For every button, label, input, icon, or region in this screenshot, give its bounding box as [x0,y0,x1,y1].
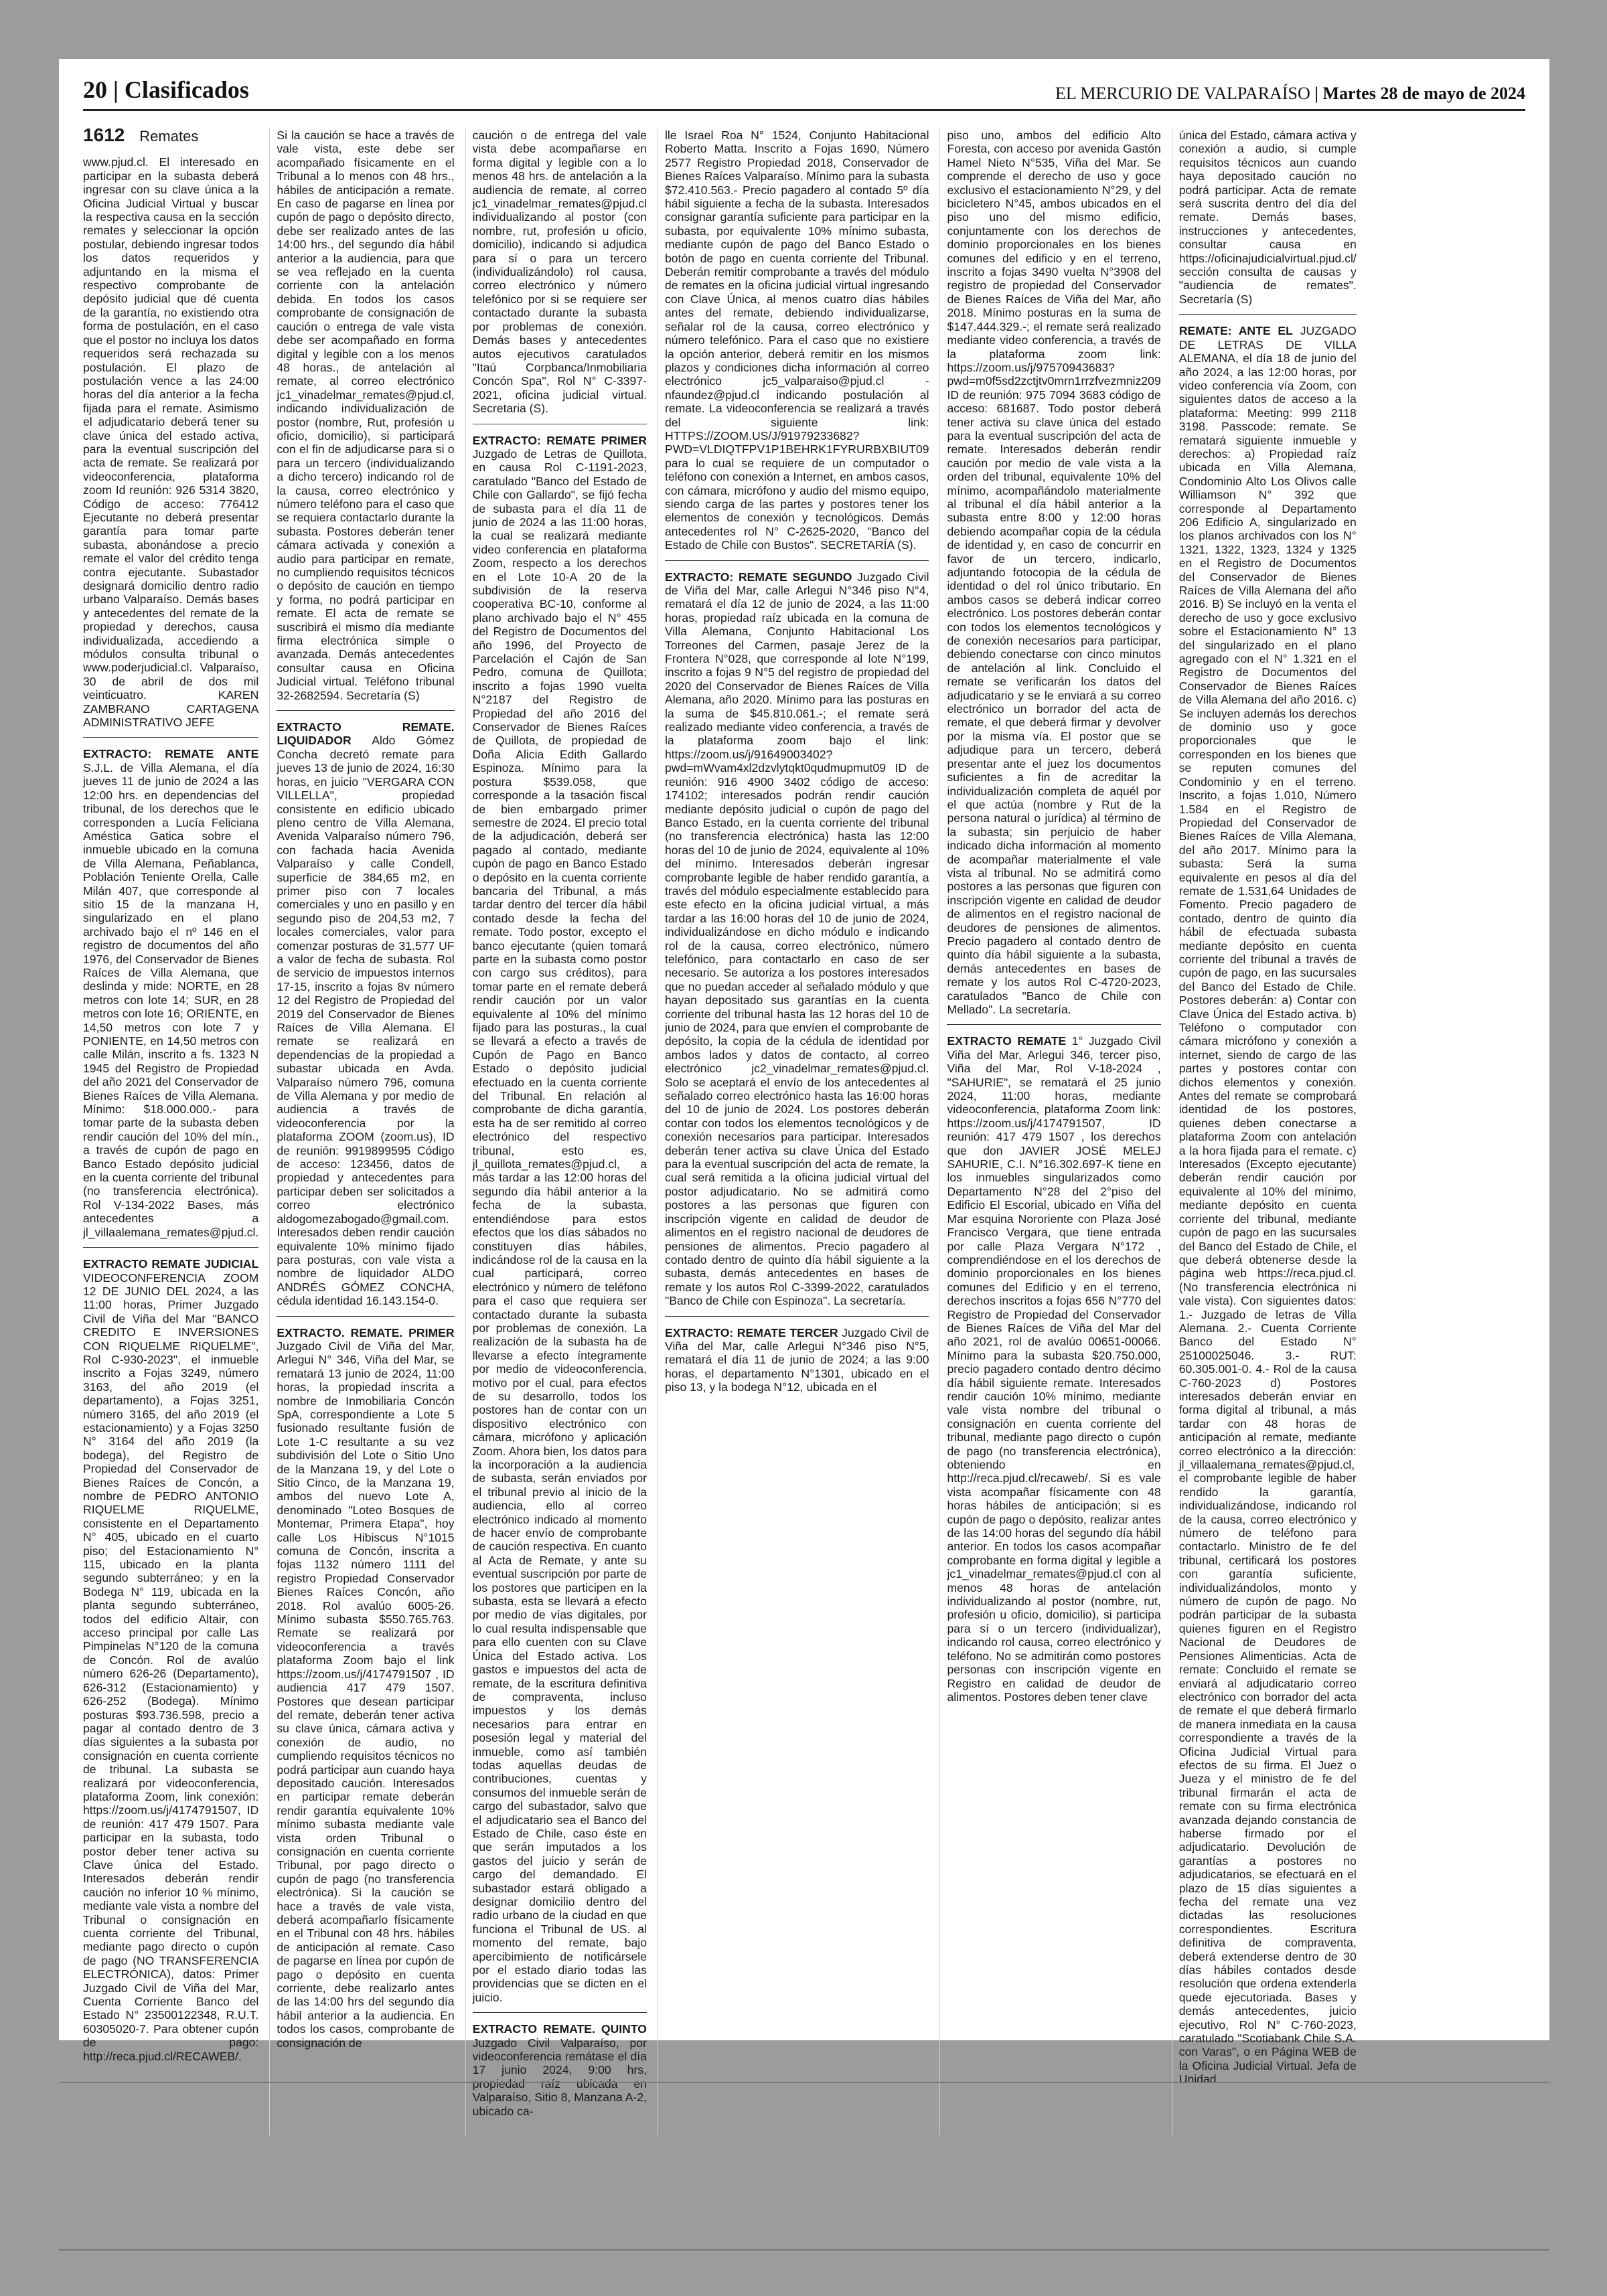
classified-ad [83,155,258,738]
ad-lead: EXTRACTO: REMATE PRIMER [472,433,647,447]
classified-ad [947,1034,1160,1712]
bottom-divider-lower [59,2249,1549,2250]
ad-body: S.J.L. de Villa Alemana, el día jueves 11 de junio de 2024 a las 12:00 hrs. en dependencias del tribunal, de los derechos que le corresponden a Lucía Feliciana Améstica Gatica sobre el inmueble ubicado en la comuna de Villa Alemana, Peñablanca, Población Teniente Orella, Calle Milán 407, que corresponde al sitio 15 de la manzana H, singularizado en el plano archivado bajo el nº 146 en el registro de documentos del año 1976, del Conservador de Bienes Raíces de Villa Alemana, que deslinda y mide: NORTE, en 28 metros con lote 14; SUR, en 28 metros con lote 16; ORIENTE, en 14,50 metros con lote 7 y PONIENTE, en 14,50 metros con calle Milán, inscrito a fs. 1323 N 1945 del Registro de Propiedad del año 2021 del Conservador de Bienes Raíces de Villa Alemana. Mínimo: $18.000.000.- para tomar parte de la subasta deben rendir caución del 10% del mín., a través de cupón de pago en Banco Estado depósito judicial en la cuenta corriente del tribunal (no transferencia electrónica). Rol V-134-2022 Bases, más antecedentes a jl_villaalemana_remates@pjud.cl. [83,760,259,1239]
classified-ad [473,2022,647,2126]
ad-lead: EXTRACTO: REMATE TERCER [664,1325,838,1339]
column-6 [1172,129,1357,2135]
section-number: 1612 [83,125,125,145]
column-4 [658,129,929,2135]
classifieds-columns [83,125,1525,2118]
issue-date: | Martes 28 de mayo de 2024 [1314,84,1525,103]
ad-body: Juzgado Civil de Viña del Mar, Arlegui N° 346, Viña del Mar, se rematará 13 junio de 2024, 11:00 horas, la propiedad inscrita a nombre de Inmobiliaria Concón SpA, correspondiente a Lote 5 fusionado resultante fusión de Lote 1-C resultante a su vez subdivisión del Lote o Sitio Uno de la Manzana 19, y del Lote o Sitio Cinco, de la Manzana 19, ambos del nuevo Lote A, denominado "Loteo Bosques de Montemar, Primera Etapa", hoy calle Los Hibiscus N°1015 comuna de Concón, inscrita a fojas 1132 número 1111 del registro Propiedad Conservador Bienes Raíces Concón, año 2018. Rol avalúo 6005-26. Mínimo subasta $550.765.763. Remate se realizará por videoconferencia a través plataforma Zoom bajo el link https://zoom.us/j/4174791507 , ID audiencia 417 479 1507. Postores que desean participar del remate, deberán tener activa su clave única, cámara activa y conexión de audio, no cumpliendo requisitos técnicos no podrá participar aun cuando haya depositado caución. Interesados en participar remate deberán rendir garantía equivalente 10% mínimo subasta mediante vale vista orden Tribunal o consignación en cuenta corriente Tribunal, por pago directo o cupón de pago (no transferencia electrónica). Si la caución se hace a través de vale vista, deberá acompañarlo físicamente en el Tribunal con 48 hrs. hábiles de anticipación al remate. Caso de pagarse en línea por cupón de pago o depósito en cuenta corriente, debe realizarlo antes de las 14:00 hrs del segundo día hábil anterior a la audiencia. En todos los casos, comprobante de consignación de [277,1339,455,2050]
ad-body: piso uno, ambos del edificio Alto Foresta, con acceso por avenida Gastón Hamel Nieto N°535, Viña del Mar. Se comprende el derecho de uso y goce exclusivo el estacionamiento N°29, y del bicicletero N°45, ambos ubicados en el piso uno del mismo edificio, conjuntamente con los derechos de dominio proporcionales en los bienes comunes del edificio y en el terreno, inscrito a fojas 3490 vuelta N°3908 del registro de propiedad del Conservador de Bienes Raíces de Viña del Mar, año 2018. Mínimo posturas en la suma de $147.444.329.-; el remate será realizado mediante video conferencia, a través de la plataforma zoom link: https://zoom.us/j/97570943683?pwd=m0f5sd2zctjtv0mrn1rrzfvezmniz209 ID de reunión: 975 7094 3683 código de acceso: 681687. Todo postor deberá tener activa su clave única del estado para la eventual suscripción del acta de remate. Interesados deberán rendir caución por medio de vale vista a la orden del tribunal, equivalente 10% del mínimo, acompañándolo materialmente al tribunal el día hábil anterior a la subasta entre 8:00 y 12:00 horas debiendo acompañar copia de la cédula de identidad y, en caso de concurrir en favor de un tercero, indicarlo, adjuntando fotocopia de la cédula de identidad o del rol único tributario. En ambos casos se deberá indicar correo electrónico. Los postores deberán contar con todos los elementos tecnológicos y de conexión necesarios para participar, debiendo conectarse con cinco minutos de antelación al link. Concluido el remate se verificarán los datos del adjudicatario y se le enviará a su correo electrónico un borrador del acta de remate, el que deberá firmar y devolver por la misma vía. El postor que se adjudique para un tercero, deberá presentar ante el juez los documentos suficientes a fin de acreditar la individualización completa de aquél por el que actúa (nombre y Rut de la persona natural o jurídica) al término de la subasta; sin perjuicio de haber indicado dicha información al momento de acompañar materialmente el vale vista al tribunal. No se admitirá como postores a las personas que figuren con inscripción vigente en calidad de deudor de alimentos en el registro nacional de deudores de pensiones de alimentos. Precio pagadero al contado dentro de quinto día hábil siguiente a la subasta, demás antecedentes en bases de remate y los autos Rol C-4720-2023, caratulados "Banco de Chile con Mellado". La secretaría. [947,129,1161,1016]
classified-ad [83,747,258,1248]
classified-ad [277,129,454,711]
classified-ad [947,129,1160,1025]
ad-body: Juzgado Civil de Viña del Mar, calle Arlegui N°346 piso N°5, rematará el día 11 de junio de 2024; a las 9:00 horas, el departamento N°1301, ubicado en el piso 13, y la bodega N°12, ubicada en el [664,1325,929,1394]
column-2 [269,129,454,2135]
page-section-title: 20 | Clasificados [83,76,249,103]
classified-ad [1179,324,1357,2094]
ad-body: caución o de entrega del vale vista debe acompañarse en forma digital y legible con a lo menos 48 hrs. de antelación a la audiencia de remate, al correo jc1_vinadelmar_remates@pjud.cl individualizando al postor (con nombre, rut, profesión u oficio, domicilio), indicando si adjudica para sí o para un tercero (individualizándolo) rol causa, correo electrónico y número telefónico por si se requiere ser contactado durante la subasta por problemas de conexión. Demás bases y antecedentes autos ejecutivos caratulados "Itaú Corpbanca/Inmobiliaria Concón Spa", Rol N° C-3397-2021, oficina judicial virtual. Secretaria (S). [472,129,647,416]
ad-lead: REMATE: ANTE EL [1178,324,1293,338]
ad-lead: EXTRACTO REMATE JUDICIAL [83,1257,259,1271]
section-heading [83,125,258,145]
ad-body: lle Israel Roa N° 1524, Conjunto Habitacional Roberto Matta. Inscrito a Fojas 1690, Número 2577 Registro Propiedad 2018, Conservador de Bienes Raíces Valparaíso. Mínimo para la subasta $72.410.563.- Precio pagadero al contado 5º día hábil siguiente a fecha de la subasta. Interesados consignar garantía suficiente para participar en la subasta, por equivalente 10% mínimo subasta, mediante cupón de pago del Banco Estado o botón de pago en cuenta corriente del Tribunal. Deberán remitir comprobante a través del módulo de remates en la oficina judicial virtual ingresando con Clave Única, al menos cuatro días hábiles antes del remate, debiendo individualizarse, señalar rol de la causa, correo electrónico y número telefónico. Para el caso que no existiere la opción anterior, deberá remitir en los mismos plazos y condiciones dicha información al correo electrónico jc5_valparaiso@pjud.cl - nfaundez@pjud.cl indicando postulación al remate. La videoconferencia se realizará a través del siguiente link: HTTPS://ZOOM.US/J/91979233682?PWD=VLDIQTFPV1P1BEHRK1FYRURBXBIUT09 para lo cual se requiere de un computador o teléfono con conexión a Internet, en ambos casos, con cámara, micrófono y audio del mismo equipo, siendo carga de las partes y postores tener los elementos de conexión y tecnológicos. Demás antecedentes rol N° C-2625-2020, "Banco del Estado de Chile con Bustos". SECRETARÍA (S). [664,129,929,552]
classified-ad [277,720,454,1316]
ad-lead: EXTRACTO REMATE. LIQUIDADOR [277,720,455,748]
ad-body: Juzgado de Letras de Quillota, en causa Rol C-1191-2023, caratulado "Banco del Estado de Chile con Gallardo", se fijó fecha de subasta para el día 11 de junio de 2024 a las 11:00 horas, la cual se realizará mediante video conferencia en plataforma Zoom, respecto a los derechos en el Lote 10-A 20 de la subdivisión de la reserva cooperativa BC-10, conforme al plano archivado bajo el N° 455 del Registro de Documentos del año 1996, del Proyecto de Parcelación el Cajón de San Pedro, comuna de Quillota; inscrito a fojas 1990 vuelta N°2187 del Registro de Propiedad del año 2016 del Conservador de Bienes Raíces de Quillota, de propiedad de Doña Alicia Edith Gallardo Espinoza. Mínimo para la postura $539.058, que corresponde a la tasación fiscal de bien embargado primer semestre de 2024. El precio total de la adjudicación, deberá ser pagado al contado, mediante cupón de pago en Banco Estado o depósito en la cuenta corriente bancaria del Tribunal, a más tardar dentro del tercer día hábil contado desde la fecha del remate. Todo postor, excepto el banco ejecutante (quien tomará parte en la subasta como postor con cargo sus créditos), para tomar parte en el remate deberá rendir caución por un valor equivalente al 10% del mínimo fijado para las posturas., la cual se llevará a efecto a través de Cupón de Pago en Banco Estado o depósito judicial efectuado en la cuenta corriente del Tribunal. En relación al comprobante de dicha garantía, esta ha de ser remitido al correo electrónico del respectivo tribunal, esto es, jl_quillota_remates@pjud.cl, a más tardar a las 12:00 horas del segundo día hábil anterior a la fecha de la subasta, entendiéndose para estos efectos que los días sábados no constituyen días hábiles, indicándose rol de la causa en la cual participará, correo electrónico y número de teléfono para el caso que requiera ser contactado durante la subasta por problemas de conexión. La realización de la subasta ha de llevarse a efecto íntegramente por medio de videoconferencia, motivo por el cual, para efectos de su desarrollo, todos los postores han de contar con un dispositivo electrónico con cámara, micrófono y aplicación Zoom. Ahora bien, los datos para la incorporación a la audiencia de subasta, serán enviados por el tribunal previo al inicio de la audiencia, ello al correo electrónico indicado al momento de hacer envío de comprobante de caución respectiva. En cuanto al Acta de Remate, y ante su eventual suscripción por parte de los postores que participen en la subasta, esta se llevará a efecto por medio de vías digitales, por lo cual resulta indispensable que para ello cuenten con su Clave Única del Estado activa. Los gastos e impuestos del acta de remate, de la escritura definitiva de compraventa, incluso impuestos y los demás necesarios para entrar en posesión legal y material del inmueble, como así también todas aquellas deudas de contribuciones, cuentas y consumos del inmueble serán de cargo del subastador, salvo que el adjudicatario sea el Banco del Estado de Chile, caso éste en que serán imputados a los gastos del juicio y serán de cargo del demandado. El subastador estará obligado a designar domicilio dentro del radio urbano de la ciudad en que funciona el Tribunal de US. al momento del remate, bajo apercibimiento de notificársele por el estado diario todas las providencias que se dicten en el juicio. [472,446,647,2004]
ad-lead: EXTRACTO: REMATE SEGUNDO [664,570,852,584]
ad-body: Juzgado Civil Valparaíso, por videoconferencia remátase el día 17 junio 2024, 9:00 hrs, propiedad raíz ubicada en Valparaíso, Sitio 8, Manzana A-2, ubicado ca- [472,2036,647,2118]
newspaper-name: EL MERCURIO DE VALPARAÍSO [1055,84,1310,103]
ad-body: JUZGADO DE LETRAS DE VILLA ALEMANA, el día 18 de junio del año 2024, a las 12:00 horas, por video conferencia vía Zoom, con siguientes datos de acceso a la plataforma: Meeting: 999 2118 3198. Passcode: remate. Se rematará siguiente inmueble y derechos: a) Propiedad raíz ubicada en Villa Alemana, Condominio Alto Los Olivos calle Williamson N° 392 que corresponde al Departamento 206 Edificio A, singularizado en los planos archivados con los N° 1321, 1322, 1323, 1324 y 1325 en el Registro de Documentos del Conservador de Bienes Raíces de Villa Alemana del año 2016. B) Se incluyó en la venta el derecho de uso y goce exclusivo sobre el Estacionamiento N° 13 del singularizado en el plano agregado con el N° 1.321 en el Registro de Documentos del Conservador de Bienes Raíces de Villa Alemana del año 2016. c) Se incluyen además los derechos de dominio uso y goce proporcionales que le corresponden en los bienes que se reputen comunes del Condominio y en el terreno. Inscrito, a fojas 1.010, Número 1.584 en el Registro de Propiedad del Conservador de Bienes Raíces de Villa Alemana, del año 2017. Mínimo para la subasta: Será la suma equivalente en pesos al día del remate de 1.531,64 Unidades de Fomento. Precio pagadero de contado, dentro de quinto día hábil de efectuada subasta mediante depósito en cuenta corriente del tribunal a través de cupón de pago, en las sucursales del Banco del Estado de Chile. Postores deberán: a) Contar con Clave Única del Estado activa. b) Teléfono o computador con cámara micrófono y conexión a internet, siendo de cargo de las partes y postores contar con dichos elementos y conexión. Antes del remate se comprobará identidad de los postores, quienes deben conectarse a plataforma Zoom con antelación a la hora fijada para el remate. c) Interesados (Excepto ejecutante) deberán rendir caución por equivalente al 10% del mínimo, mediante depósito en cuenta corriente del tribunal, mediante cupón de pago en las sucursales del Banco del Estado de Chile, el que deberá obtenerse desde la página web https://reca.pjud.cl. (No transferencia electrónica ni vale vista). Con siguientes datos: 1.- Juzgado de letras de Villa Alemana. 2.- Cuenta Corriente Banco del Estado N° 25100025046. 3.- RUT: 60.305.001-0. 4.- Rol de la causa C-760-2023 d) Postores interesados deberán enviar en forma digital al tribunal, a más tardar con 48 horas de anticipación al remate, mediante correo electrónico a la dirección: jl_villaalemana_remates@pjud.cl, el comprobante legible de haber rendido la garantía, individualizándose, indicando rol de la causa, correo electrónico y número de teléfono para contactarlo. Ministro de fe del tribunal, certificará los postores con garantía suficiente, individualizándolos, monto y número de cupón de pago. No podrán participar de la subasta quienes figuren en el Registro Nacional de Deudores de Pensiones Alimenticias. Acta de remate: Concluido el remate se enviará al adjudicatario correo electrónico con borrador del acta de remate el que deberá firmarlo de manera inmediata en la causa correspondiente a través de la Oficina Judicial Virtual para efectos de su firma. El Juez o Jueza y el ministro de fe del tribunal firmarán el acta de remate con su firma electrónica avanzada dejando constancia de haberse firmado por el adjudicatario. Devolución de garantías a postores no adjudicatarios, se efectuará en el plazo de 15 días siguientes a fecha del remate una vez dictadas las resoluciones correspondientes. Escritura definitiva de compraventa, deberá extenderse dentro de 30 días hábiles contados desde resolución que ordena extenderla quede ejecutoriada. Bases y demás antecedentes, juicio ejecutivo, Rol N° C-760-2023, caratulado "Scotiabank Chile S.A. con Varas", o en Página WEB de la Oficina Judicial Virtual. Jefa de Unidad [1178,324,1357,2086]
ad-body: VIDEOCONFERENCIA ZOOM 12 DE JUNIO DEL 2024, a las 11:00 horas, Primer Juzgado Civil de Viña del Mar "BANCO CREDITO E INVERSIONES CON RIQUELME RIQUELME", Rol C-930-2023", el inmueble inscrito a Fojas 3249, número 3163, del año 2019 (el departamento), a Fojas 3251, número 3165, del año 2019 (el estacionamiento) y a Fojas 3250 N° 3164 del año 2019 (la bodega), del Registro de Propiedad del Conservador de Bienes Raíces de Concón, a nombre de PEDRO ANTONIO RIQUELME RIQUELME, consistente en el Departamento N° 405, ubicado en el cuarto piso; del Estacionamiento N° 115, ubicado en la planta segundo subterráneo; y en la Bodega N° 119, ubicada en la planta segundo subterráneo, todos del edificio Altair, con acceso principal por calle Las Pimpinelas N°120 de la comuna de Concón. Rol de avalúo número 626-26 (Departamento), 626-312 (Estacionamiento) y 626-252 (Bodega). Mínimo posturas $93.736.598, precio a pagar al contado dentro de 3 días siguientes a la subasta por consignación en cuenta corriente de tribunal. La subasta se realizará por videoconferencia, plataforma Zoom, link conexión: https://zoom.us/j/4174791507, ID de reunión: 417 479 1507. Para participar en la subasta, todo postor deber tener activa su Clave única del Estado. Interesados deberán rendir caución no inferior 10 % mínimo, mediante vale vista a nombre del Tribunal o consignación en cuenta corriente del Tribunal, mediante pago directo o cupón de pago (NO TRANSFERENCIA ELECTRÓNICA), datos: Primer Juzgado Civil de Viña del Mar, Cuenta Corriente Banco del Estado N° 23500122348, R.U.T. 60305020-7. Para obtener cupón de pago: http://reca.pjud.cl/RECAWEB/. [83,1270,259,2063]
ad-body: Si la caución se hace a través de vale vista, este debe ser acompañado físicamente en el Tribunal a lo menos con 48 hrs., hábiles de anticipación a remate. En caso de pagarse en línea por cupón de pago o depósito directo, debe ser realizado antes de las 14:00 hrs., del segundo día hábil anterior a la audiencia, para que se vea reflejado en la cuenta corriente con la antelación debida. En todos los casos comprobante de consignación de caución o entrega de vale vista debe ser acompañado en forma digital y legible con a los menos 48 horas., de antelación al remate, al correo electrónico jc1_vinadelmar_remates@pjud.cl, indicando individualización de postor (nombre, Rut, profesión u oficio, domicilio), si participará con el fin de adjudicarse para si o para un tercero (individualizando a dicho tercero) indicando rol de la causa, correo electrónico y número teléfono para el caso que se requiera contactarlo durante la subasta. Postores deberán tener cámara activada y conexión a audio para participar en remate, no cumpliendo requisitos técnicos o depósito de caución en tiempo y forma, no podrá participar en remate. El acta de remate se suscribirá el mismo día mediante firma electrónica simple o avanzada. Demás antecedentes consultar causa en Oficina Judicial virtual. Teléfono tribunal 32-2682594. Secretaría (S) [277,129,455,702]
ad-body: Juzgado Civil de Viña del Mar, calle Arlegui N°346 piso N°4, rematará el día 12 de junio de 2024, a las 11:00 horas, propiedad raíz ubicada en la comuna de Villa Alemana, Conjunto Habitacional Los Torreones del Carmen, pasaje Jerez de la Frontera N°028, que corresponde al lote N°199, inscrito a fojas 9 N°5 del registro de propiedad del 2020 del Conservador de Bienes Raíces de Villa Alemana, año 2020. Mínimo para las posturas en la suma de $45.810.061.-; el remate será realizado mediante video conferencia, a través de la plataforma zoom bajo el link: https://zoom.us/j/91649003402?pwd=mWvam4xl2dzvlytqkt0qudmupmut09 ID de reunión: 916 4900 3402 código de acceso: 174102; interesados podrán rendir caución mediante depósito judicial o cupón de pago del Banco Estado, en la cuenta corriente del tribunal (no transferencia electrónica) hasta las 12:00 horas del 10 de junio de 2024, equivalente al 10% del mínimo. Interesados deberán ingresar comprobante legible de haber rendido garantía, a través del módulo especialmente establecido para este efecto en la oficina judicial virtual, a más tardar a las 16:00 horas del 10 de junio de 2024, individualizándose en dicho módulo e indicando rol de la causa, correo electrónico, número telefónico, para contactarlo en caso de ser necesario. Se autoriza a los postores interesados que no puedan acceder al señalado módulo y que hayan depositado sus garantías en la cuenta corriente del tribunal hasta las 12 horas del 10 de junio de 2024, para que envíen el comprobante de depósito, la copia de la cédula de identidad por ambos lados y datos de contacto, al correo electrónico jc2_vinadelmar_remates@pjud.cl. Solo se aceptará el envío de los antecedentes al señalado correo electrónico hasta las 16:00 horas del 10 de junio de 2024. Los postores deberán contar con todos los elementos tecnológicos y de conexión necesarios para participar. Interesados deberán tener activa su clave Única del Estado para la eventual suscripción del acta de remate, la cual será remitida a la oficina judicial virtual del postor adjudicatario. No se admitirá como postores a las personas que figuren con inscripción vigente en calidad de deudor de alimentos en el registro nacional de deudores de pensiones de alimentos. Precio pagadero al contado dentro de quinto día hábil siguiente a la subasta, demás antecedentes en bases de remate y los autos Rol C-3399-2022, caratulados "Banco de Chile con Espinoza". La secretaría. [664,570,929,1308]
classified-ad [473,434,647,2014]
classified-ad [83,1257,258,2071]
classified-ad [277,1326,454,2058]
classified-ad [665,129,929,561]
page-header [83,70,1525,111]
bottom-divider [59,2082,1549,2083]
ad-lead: EXTRACTO REMATE. QUINTO [472,2022,647,2036]
column-5 [939,129,1160,2135]
classified-ad [665,570,929,1317]
classified-ad [665,1326,929,1402]
ad-body: www.pjud.cl. El interesado en participar en la subasta deberá ingresar con su clave única a la Oficina Judicial Virtual y buscar la respectiva causa en la sección remates y seleccionar la opción postular, debiendo ingresar todos los datos requeridos y adjuntando en la misma el respectivo comprobante de depósito judicial que dé cuenta de la garantía, no existiendo otra forma de postulación, en el caso que el postor no incluya los datos requeridos será rechazada su postulación. El plazo de postulación vence a las 24:00 horas del día anterior a la fecha fijada para el remate. Asimismo el adjudicatario deberá tener su clave única del estado activa, para la eventual suscripción del acta de remate. Se realizará por videoconferencia, plataforma zoom Id reunión: 926 5314 3820, Código de acceso: 776412 Ejecutante no deberá presentar garantía para tomar parte subasta, abonándose a precio remate el valor del crédito tenga contra ejecutante. Subastador designará domicilio dentro radio urbano Valparaíso. Demás bases y antecedentes del remate de la propiedad y derechos, causa individualizada, accediendo a módulos consulta tribunal o www.poderjudicial.cl. Valparaíso, 30 de abril de dos mil veinticuatro. KAREN ZAMBRANO CARTAGENA ADMINISTRATIVO JEFE [83,155,259,730]
classified-ad [1179,129,1357,315]
ad-lead: EXTRACTO. REMATE. PRIMER [277,1325,455,1339]
masthead-date [1055,84,1525,104]
ad-body: única del Estado, cámara activa y conexión a audio, si cumple requisitos técnicos aun cuando haya depositado caución no podrá participar. Acta de remate será suscrita dentro del día del remate. Demás bases, instrucciones y antecedentes, consultar causa en https://oficinajudicialvirtual.pjud.cl/ sección consulta de causas y "audiencia de remates". Secretaría (S) [1178,129,1357,306]
ad-body: 1° Juzgado Civil Viña del Mar, Arlegui 346, tercer piso, Viña del Mar, Rol V-18-2024 , "SAHURIE", se rematará el 25 junio 2024, 11:00 horas, mediante videoconferencia, plataforma Zoom link: https://zoom.us/j/4174791507, ID reunión: 417 479 1507 , los derechos que don JAVIER JOSÉ MELEJ SAHURIE, C.I. N°16.302.697-K tiene en los inmuebles singularizados como Departamento N°28 del 2°piso del Edificio El Escorial, ubicado en Viña del Mar esquina Nororiente con Plaza José Francisco Vergara, que tiene entrada por calle Plaza Vergara N°172 , comprendiéndose en el los derechos de dominio proporcionales en los bienes comunes del Edificio y en el terreno, derechos inscritos a fojas 656 N°770 del Registro de Propiedad del Conservador de Bienes Raíces de Viña del Mar del año 2021, rol de avalúo 00651-00066. Mínimo para la subasta $20.750.000, precio pagadero contado dentro décimo día hábil siguiente remate. Interesados rendir caución 10% mínimo, mediante vale vista nombre del tribunal o consignación en cuenta corriente del tribunal, mediante pago directo o cupón de pago (no transferencia electrónica), obteniendo en http://reca.pjud.cl/recaweb/. Si es vale vista acompañar físicamente con 48 horas hábiles de anticipación; si es cupón de pago o depósito, realizar antes de las 14:00 horas del segundo día hábil anterior. En todos los casos acompañar comprobante en forma digital y legible a jc1_vinadelmar_remates@pjud.cl con al menos 48 horas de antelación individualizando al postor (nombre, rut, profesión u oficio, domicilio), si participa para sí o un tercero (individualizar), indicando rol causa, correo electrónico y teléfono. No se admitirán como postores personas con inscripción vigente en Registro en calidad de deudor de alimentos. Postores deben tener clave [947,1034,1161,1704]
column-3 [465,129,647,2135]
newspaper-page [59,59,1549,2118]
classified-ad [473,129,647,424]
ad-body: Aldo Gómez Concha decretó remate para jueves 13 de junio de 2024, 16:30 horas, en juicio "VERGARA CON VILLELLA", propiedad consistente en edificio ubicado pleno centro de Villa Alemana, Avenida Valparaíso número 796, con fachada hacia Avenida Valparaíso y calle Condell, superficie de 384,65 m2, en primer piso con 7 locales comerciales y uno en pasillo y en segundo piso de 204,53 m2, 7 locales comerciales, valor para comenzar posturas de 31.577 UF a valor de fecha de subasta. Rol de servicio de impuestos internos 17-15, inscrito a fojas 8v número 12 del Registro de Propiedad del 2019 del Conservador de Bienes Raíces de Villa Alemana. El remate se realizará en dependencias de la propiedad a subastar ubicada en Avda. Valparaíso número 796, comuna de Villa Alemana y por medio de audiencia a través de videoconferencia por la plataforma ZOOM (zoom.us), ID de reunión: 9919899595 Código de acceso: 123456, datos de propiedad y antecedentes para participar deben ser solicitados a correo electrónico aldogomezabogado@gmail.com. Interesados deben rendir caución equivalente 10% mínimo fijado para posturas, con vale vista a nombre de liquidador ALDO ANDRÉS GÓMEZ CONCHA, cédula identidad 16.143.154-0. [277,734,455,1308]
ad-lead: EXTRACTO: REMATE ANTE [83,747,259,761]
column-1 [83,125,259,2135]
ad-lead: EXTRACTO REMATE [947,1034,1067,1048]
section-label: Remates [139,128,199,145]
